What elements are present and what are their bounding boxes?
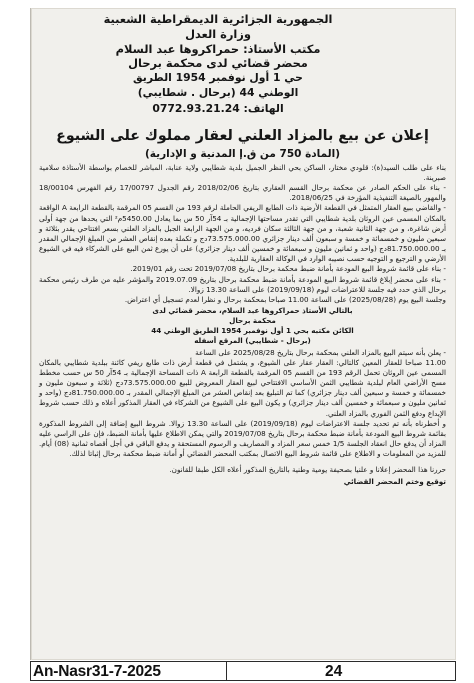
office-role: محضر قضائي لدى محكمة برحال [128,56,308,71]
office-name: مكتب الأستاذ: حمراكروها عبد السلام [115,41,321,56]
notice-paragraph: بناء على طلب السيد(ة): قلودي مختار، الساكن بحي النظر الجميل بلدية شطايبي ولاية عنابة، المباشر للخصام بواسطة الأستاذة سلامية صبرينة. [39,162,446,182]
notice-paragraph: وجلسة البيع يوم (2025/08/28) على الساعة 11.00 صباحا بمحكمة برحال و نظرا لعدم تسجيل أي اعتراض. [124,294,446,304]
republic-name: الجمهورية الجزائرية الديمقراطية الشعبية [103,12,333,26]
office-phone [93,101,343,116]
legal-notice-clipping [30,8,456,660]
bailiff-line: الكائن مكتبه بحي 1 أول نوفمبر 1954 الطريق الوطني 44 [151,326,354,336]
office-address-line-2: الوطني 44 (برحال . شطايبي) [137,85,299,99]
notice-paragraph: - بناء على الحكم الصادر عن محكمة برحال القسم العقاري بتاريخ 2018/02/06 رقم الجدول 17/00797 رقم الفهرس 18/00104 والمهور بالصيغة التنفيذية المؤرخة في 2018/06/25. [39,183,446,203]
announcement-body: 11.00 صباحا للعقار المعين كالتالي: العقار عقار على الشيوع، و يشتمل في قطعة أرض ذات طابع ريفي كائنة ببلدية شطايبي بالمكان المسمى عين الروثان تحمل الرقم 193 من القسم 05 المرقمة بالقطعة الرابعة A ذات المساحة الإجمالية بـ 54آر 50 س حسب مخطط مسح الأراضي العام لبلدية شطايبي الثمن الأساسي الافتتاحي لبيع العقار المعروض للبيع 73.575.000.00دج (ثلاثة و سبعون مليون و خمسمائة و خمسة و سبعين ألف دينار جزائري) كما تم التبليغ بعد إنقاص العشر من المبلغ الإجمالي المقدر بـ 81.750.000.00دج (واحد و ثمانين مليون و سبعمائة و خمسين ألف دينار جزائري) و يكون البيع على الشيوع من الشركاء في العقار المذكور أعلاه و ذلك حسب شروط الإيداع ودفع الثمن الفوري بالمزاد العلني. [39,357,446,418]
phone-number: 0772.93.21.24 [152,101,240,115]
bailiff-line: (برحال - شطايبي) المرقع أسفله [194,336,311,346]
notice-title: إعلان عن بيع بالمزاد العلني لعقار مملوك على الشيوع [56,127,429,144]
signature-caption: توقيع وختم المحضر القضائي [343,477,446,487]
announcement-intro: - يعلن بأنه سيتم البيع بالمزاد العلني بمحكمة برحال بتاريخ 2025/08/28 على الساعة [195,347,446,357]
notice-paragraph: - بناء على قائمة شروط البيع المودعة بأمانة ضبط محكمة برحال بتاريخ 2019/07/08 تحت رقم 2019/01. [130,264,446,274]
phone-label: الهاتف: [243,101,284,115]
sale-conditions: و أخطرناه بأنه تم تحديد جلسة الاعتراضات ليوم (2019/09/18) على الساعة 13.30 زوالا. شروط البيع إضافة إلى الشروط المذكورة بقائمة شروط البيع المودعة بأمانة ضبط محكمة برحال بتاريخ 2019/07/08 والتي يمكن الاطلاع عليها بأمانة الضبط، فإن على الراسي عليه المزاد أن يدفع حال انعقاد الجلسة 1/5 خمس سعر المزاد و المصاريف و الرسوم المستحقة و يدفع الباقي في أجل أقصاه ثمانية (08) أيام. للمزيد من المعلومات و الاطلاع على قائمة شروط البيع الاتصال بمكتب المحضر القضائي أو أمانة ضبط محكمة برحال إثباتا لذلك. [39,418,447,459]
office-address-line-1: حي 1 أول نوفمبر 1954 الطريق [133,71,303,85]
bailiff-office-header [93,12,343,116]
closing-statement: حررنا هذا المحضر إعلانا و علنيا بصحيفة يومية وطنية بالتاريخ المذكور أعلاه الكل طبقا للقانون. [169,465,446,475]
newspaper-footer [30,661,456,681]
footer-divider [226,662,227,680]
legal-reference: (المادة 750 من ق.إ المدنية و الإدارية) [144,147,341,160]
page-number: 24 [325,663,343,680]
bailiff-statement [149,306,356,347]
publication-date: An-Nasr31-7-2025 [33,663,161,680]
notice-paragraph: - والقاضي ببيع العقار المتمثل في القطعة الأرضية ذات الطابع الريفي الحاملة لرقم 193 من القسم 05 المرقمة بالقطعة الرابعة A الواقعة بالمكان المسمى عين الروثان بلدية شطايبي التي تقدر مساحتها الإجمالية بـ 54آر 50 س بما يعادل 5450.00م² التي يحدها من جهة أولى أرض شاغرة، و من جهة الثانية شعبة، و من جهة الثالثة سكان فرديه، و من الجهة الرابعة الجبل بالمزاد العلني بسعر افتتاحي يقدر بثلاثة و سبعين مليون و خمسمائة و خمسة و سبعون ألف دينار جزائري 73.575.000.00دج و تكملة بعده إنقاص العشر من المبلغ الإجمالي المقدر بـ 81.750.000.00دج (واحد و ثمانين مليون و سبعمائة و خمسين ألف دينار جزائري) على أن يورع ثمن البيع على الشركاء فيه في الشيوع الأرضي و الترجيع و التوجيه حسب نصيبه الوارد في الوكالة العقارية للبلدية. [39,203,446,264]
bailiff-line: بالتالي الأستاذ حمراكروها عبد السلام، محضر قضائي لدى محكمة برحال [152,305,353,326]
notice-paragraph: - بناء على محضر إبلاغ قائمة شروط البيع المودعة بأمانة ضبط محكمة برحال بتاريخ 2019.07.09 والمؤشر عليه من طرف رئيس محكمة برحال الذي حدد فيه جلسة للاعتراضات ليوم (2019/09/18) على الساعة 13.30 زوالا. [39,274,446,294]
ministry-name: وزارة العدل [185,26,251,41]
